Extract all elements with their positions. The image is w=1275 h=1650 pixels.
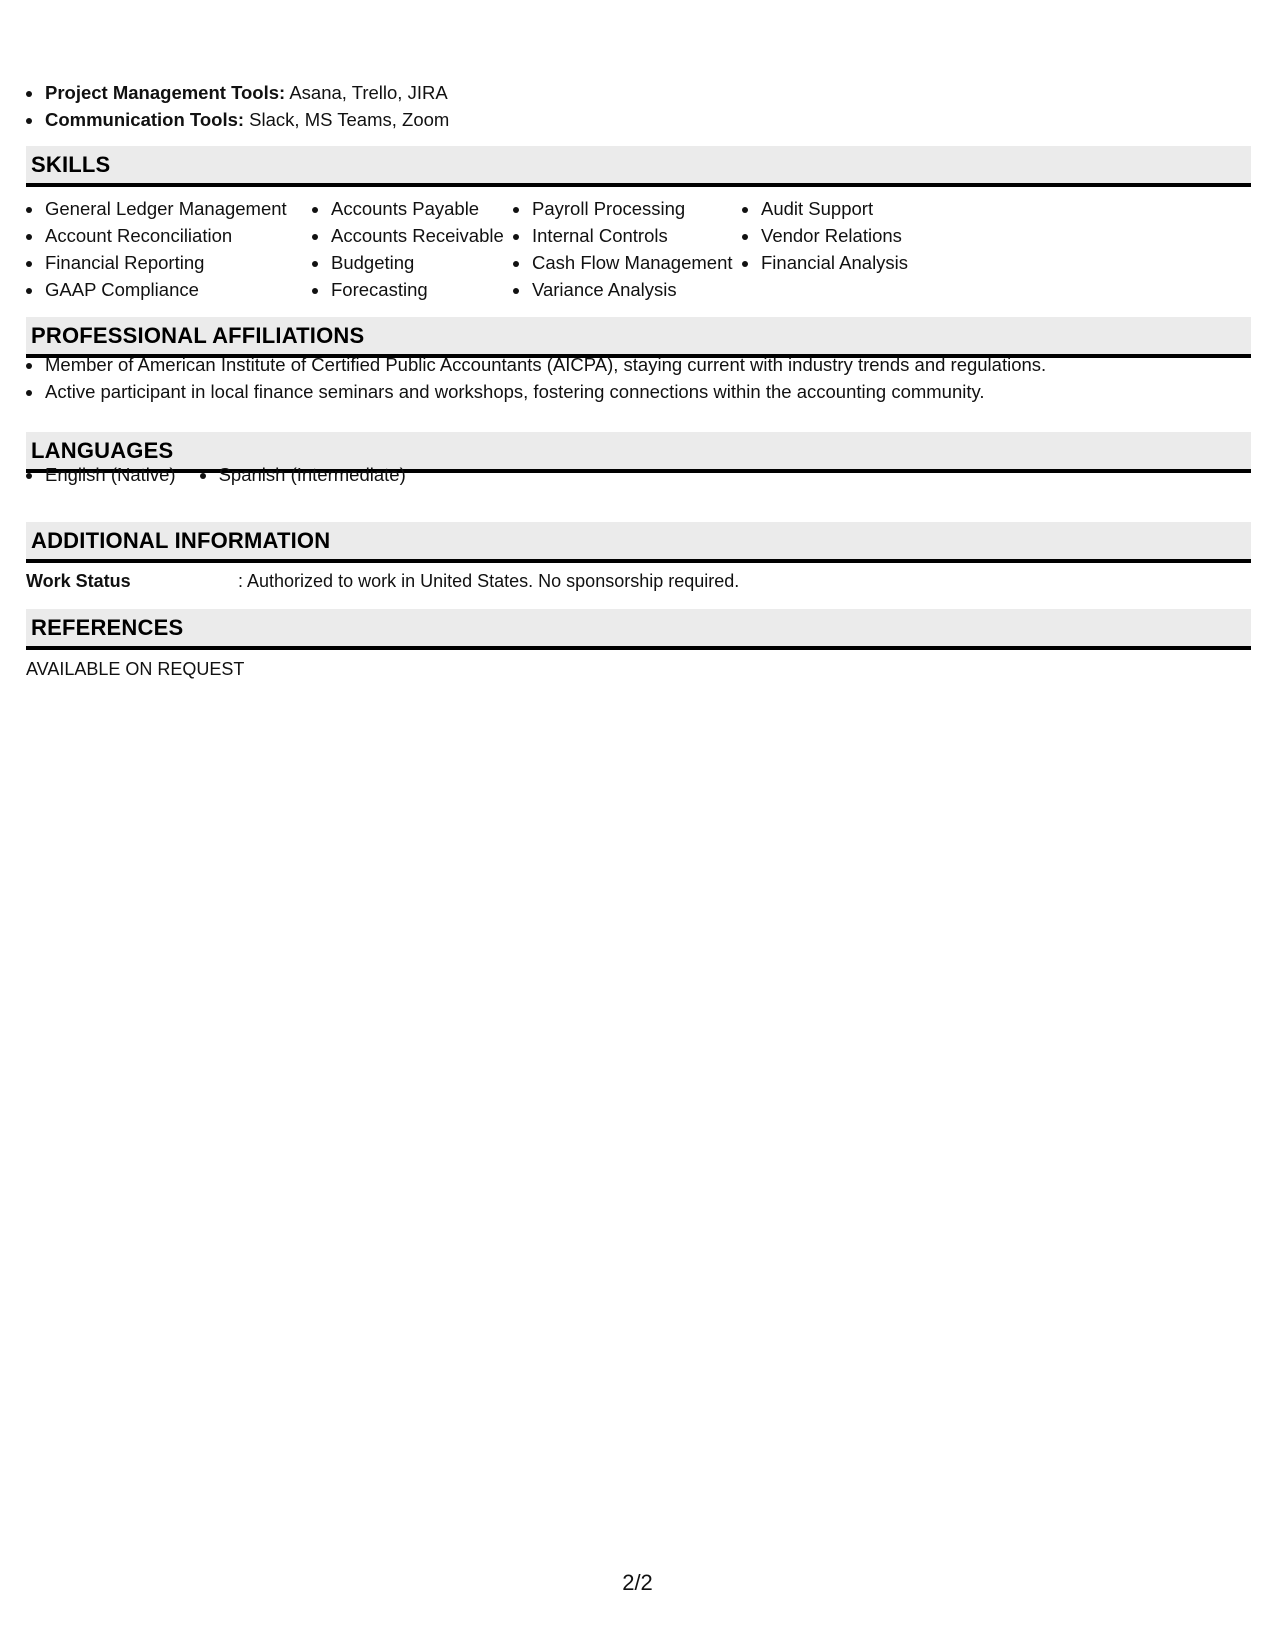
skills-column [742, 195, 942, 303]
skills-grid [26, 195, 942, 303]
skill-item: • General Ledger Management [44, 195, 294, 222]
skills-column [513, 195, 742, 303]
skill-item: • Forecasting [330, 276, 513, 303]
list-item [44, 106, 449, 133]
references-section-header [26, 609, 1251, 650]
page-number: 2/2 [622, 1570, 653, 1595]
section-title: SKILLS [31, 152, 111, 177]
skills-section-header [26, 146, 1251, 187]
skill-item: • Account Reconciliation [44, 222, 294, 249]
skill-item: • Payroll Processing [531, 195, 742, 222]
tool-value: Slack, MS Teams, Zoom [244, 109, 450, 130]
list-item: • Member of American Institute of Certified Public Accountants (AICPA), staying current with industry trends and regulations. [44, 351, 1046, 378]
skill-item: • Vendor Relations [760, 222, 942, 249]
skill-item: • Audit Support [760, 195, 942, 222]
skill-item: • Accounts Payable [330, 195, 513, 222]
skill-item: • Accounts Receivable [330, 222, 513, 249]
languages-list [26, 461, 448, 488]
tools-list [26, 79, 449, 133]
tool-value: Asana, Trello, JIRA [285, 82, 448, 103]
skill-item: • Internal Controls [531, 222, 742, 249]
skill-item: • Budgeting [330, 249, 513, 276]
references-text: AVAILABLE ON REQUEST [26, 659, 245, 679]
work-status-row [26, 568, 739, 594]
tool-label: Communication Tools: [45, 109, 245, 130]
work-status-value: : Authorized to work in United States. No sponsorship required. [238, 571, 740, 591]
skill-item: • Financial Reporting [44, 249, 294, 276]
skills-column [26, 195, 294, 303]
language-item: • Spanish (Intermediate) [218, 461, 406, 488]
section-title: LANGUAGES [31, 438, 174, 463]
skill-item: • GAAP Compliance [44, 276, 294, 303]
skill-item: • Financial Analysis [760, 249, 942, 276]
list-item: • Active participant in local finance seminars and workshops, fostering connections within the accounting community. [44, 378, 1046, 405]
additional-section-header [26, 522, 1251, 563]
work-status-label: Work Status [26, 571, 131, 591]
section-title: PROFESSIONAL AFFILIATIONS [31, 323, 365, 348]
tool-label: Project Management Tools: [45, 82, 286, 103]
section-title: REFERENCES [31, 615, 184, 640]
skill-item: • Cash Flow Management [531, 249, 742, 276]
affiliations-list [26, 351, 1046, 405]
section-title: ADDITIONAL INFORMATION [31, 528, 331, 553]
list-item [44, 79, 449, 106]
skill-item: • Variance Analysis [531, 276, 742, 303]
skills-column [312, 195, 513, 303]
language-item: • English (Native) [44, 461, 176, 488]
